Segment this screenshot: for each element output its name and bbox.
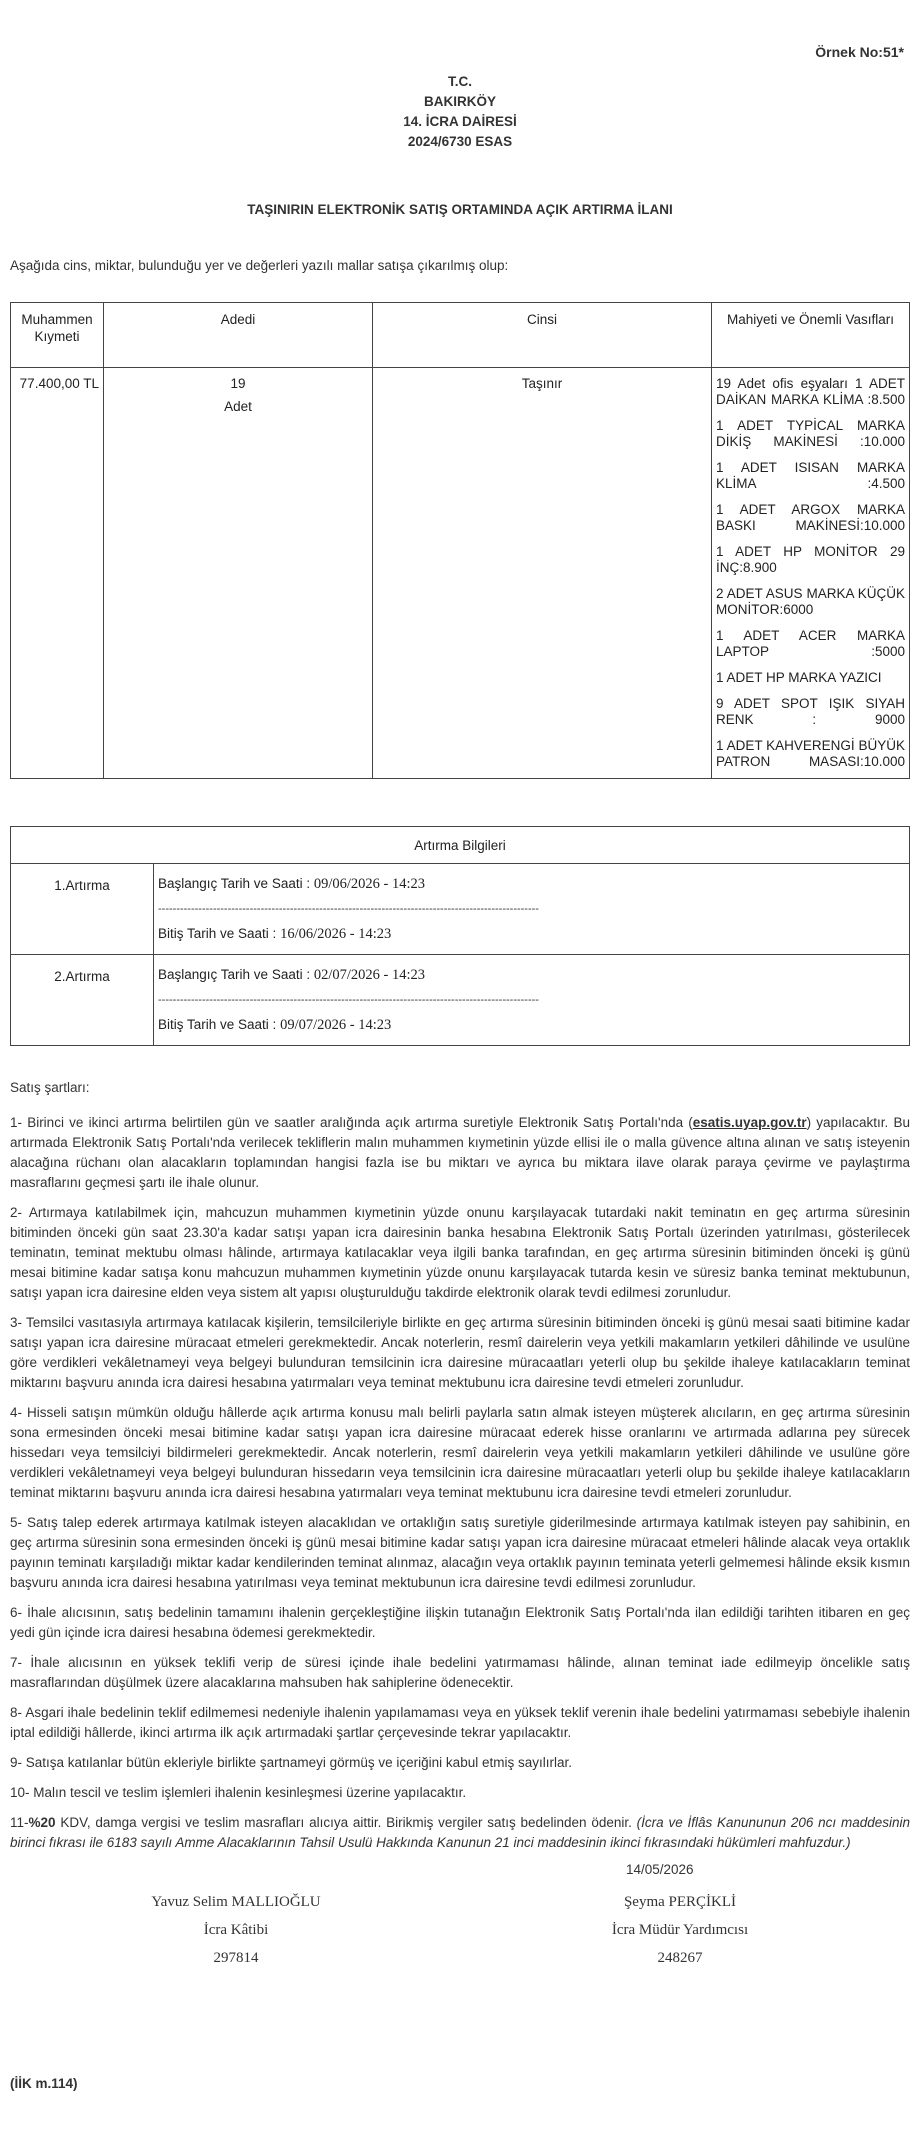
condition-text: KDV, damga vergisi ve teslim masrafları alıcıya aittir. Birikmiş vergiler satış bedelinden ödenir. [55, 1815, 637, 1830]
goods-value: 77.400,00 TL [11, 368, 104, 779]
esatis-link[interactable]: esatis.uyap.gov.tr [692, 1115, 807, 1130]
condition-11 [10, 1813, 910, 1853]
auction-round [11, 955, 910, 1046]
start-label: Başlangıç Tarih ve Saati : [158, 876, 311, 891]
signer-number: 248267 [657, 1950, 703, 1966]
header-line: T.C. [447, 74, 472, 89]
auction-round-info [154, 955, 910, 1046]
condition-7: 7- İhale alıcısının en yüksek teklifi verip de süresi içinde ihale bedelini yatırmaması hâlinde, alınan teminat iade edilmeyip öncelikle satış masraflarından düşülmek üzere alacaklarına mahsuben hak sahiplerine ödenecektir. [10, 1655, 910, 1690]
condition-prefix: 11- [10, 1815, 29, 1830]
header-value: Muhammen Kıymeti [11, 303, 104, 368]
table-row [11, 368, 910, 779]
goods-table-header-row [11, 303, 910, 368]
header-line: 2024/6730 ESAS [407, 134, 513, 149]
condition-3: 3- Temsilci vasıtasıyla artırmaya katılacak kişilerin, temsilcileriyle birlikte en geç artırma süresinin bitiminden önceki iş günü mesai saati bitimine kadar satışı yapan icra dairesine müracaat etmeleri gerekmektedir. Ancak noterlerin, resmî dairelerin veya yetkili makamların yetkileri dâhilinde ve usulüne göre verdikleri vekâletnameyi veya belgeyi bulunduran temsilcinin icra dairesine müracaatları yeterli olup bu şekilde ihaleye katılacakların teminat miktarını başvuru anında icra dairesi hesabına yatırmaları veya teminat mektubunu icra dairesine tevdi etmeleri zorunludur. [10, 1315, 910, 1390]
vat-rate: %20 [28, 1815, 56, 1830]
start-label: Başlangıç Tarih ve Saati : [158, 967, 311, 982]
conditions-heading: Satış şartları: [10, 1080, 90, 1095]
auction-end [158, 924, 905, 944]
description-item: 1 ADET HP MARKA YAZICI [716, 670, 882, 685]
document-date: 14/05/2026 [626, 1862, 694, 1877]
description-item: 1 ADET KAHVERENGİ BÜYÜK PATRON MASASI:10.000 [716, 738, 905, 769]
signature-block-clerk [106, 1888, 366, 1972]
auction-round [11, 864, 910, 955]
description-item: 2 ADET ASUS MARKA KÜÇÜK MONİTOR:6000 [716, 586, 905, 617]
sample-number: Örnek No:51* [815, 44, 904, 60]
header-line: BAKIRKÖY [423, 94, 496, 109]
description-item: 1 ADET ARGOX MARKA BASKI MAKİNESİ:10.000 [716, 502, 905, 533]
goods-unit: Adet [224, 399, 252, 414]
document-title: TAŞINIRIN ELEKTRONİK SATIŞ ORTAMINDA AÇIK ARTIRMA İLANI [247, 202, 673, 217]
condition-legal-note: (İcra ve İflâs Kanununun 206 ncı maddesinin birinci fıkrası ile 6183 sayılı Amme Alacaklarının Tahsil Usulü Hakkında Kanunun 21 inci maddesinin ikinci fıkrasındaki hükümleri mahfuzdur.) [10, 1815, 911, 1850]
legal-reference: (İİK m.114) [10, 2076, 78, 2091]
description-item: 9 ADET SPOT IŞIK SIYAH RENK : 9000 [716, 696, 905, 727]
separator: -------------------------------------------------------------------------------------------------------- [158, 903, 539, 915]
signature-block-assistant-director [550, 1888, 810, 1972]
condition-text: ) yapılacaktır. Bu artırmada Elektronik Satış Portalı'nda verilecek tekliflerin malın muhammen kıymetinin yüzde ellisi ile o malla güvence altına alınan ve satış isteyenin alacağına rüchanı olan alacakların toplamından hangisi fazla ise bu miktarı ve ayrıca bu miktara ilave olarak paraya çevirme ve paylaştırma masraflarını geçmesi şartı ile ihale olunur. [10, 1115, 910, 1190]
signer-name: Şeyma PERÇİKLİ [623, 1894, 737, 1910]
condition-1 [10, 1113, 910, 1193]
end-label: Bitiş Tarih ve Saati : [158, 926, 277, 941]
goods-count: 19 [230, 376, 246, 391]
signer-title: İcra Müdür Yardımcısı [611, 1922, 749, 1938]
signer-number: 297814 [213, 1950, 259, 1966]
description-item: 1 ADET TYPİCAL MARKA DİKİŞ MAKİNESİ :10.000 [716, 418, 905, 449]
header-line: 14. İCRA DAİRESİ [403, 114, 517, 129]
condition-10: 10- Malın tescil ve teslim işlemleri ihalenin kesinleşmesi üzerine yapılacaktır. [10, 1785, 467, 1800]
goods-table [10, 302, 910, 779]
auction-table [10, 826, 910, 1046]
signer-title: İcra Kâtibi [203, 1922, 269, 1938]
sale-conditions [10, 1078, 910, 1863]
header-description: Mahiyeti ve Önemli Vasıfları [712, 303, 910, 368]
document-header [0, 72, 920, 152]
description-item: 1 ADET ISISAN MARKA KLİMA :4.500 [716, 460, 905, 491]
goods-type: Taşınır [373, 368, 712, 779]
condition-text: 1- Birinci ve ikinci artırma belirtilen gün ve saatler aralığında açık artırma suretiyle Elektronik Satış Portalı'nda ( [10, 1115, 693, 1130]
start-value: 09/06/2026 - 14:23 [313, 876, 426, 892]
start-value: 02/07/2026 - 14:23 [313, 967, 426, 983]
condition-4: 4- Hisseli satışın mümkün olduğu hâllerde açık artırma konusu malı belirli paylarla satın almak isteyen müşterek alıcıların, en geç artırma süresinin sona ermesinden önceki mesai bitimine kadar satışı yapan icra dairesine müracaat ederek hisse oranlarını ve artırmada adlarına pey sürecek hissedarı veya temsilciyi bildirmeleri gerekmektedir. Ancak noterlerin, resmî dairelerin veya yetkili makamların yetkileri dâhilinde ve usulüne göre verdikleri vekâletnameyi veya belgeyi bulunduran hissedarın veya temsilcinin icra dairesine müracaatları yeterli olup bu şekilde ihaleye katılacakların teminat miktarını başvuru anında icra dairesi hesabına yatırmaları veya teminat mektubunu icra dairesine tevdi etmeleri zorunludur. [10, 1405, 910, 1500]
header-type: Cinsi [373, 303, 712, 368]
condition-6: 6- İhale alıcısının, satış bedelinin tamamını ihalenin gerçekleştiğine ilişkin tutanağın Elektronik Satış Portalı'nda ilan edildiği tarihten itibaren en geç yedi gün içinde icra dairesi hesabına ödemesi gerekmektedir. [10, 1605, 910, 1640]
auction-round-info [154, 864, 910, 955]
auction-title: Artırma Bilgileri [11, 827, 910, 864]
auction-round-label: 1.Artırma [11, 864, 154, 955]
condition-9: 9- Satışa katılanlar bütün ekleriyle birlikte şartnameyi görmüş ve içeriğini kabul etmiş sayılırlar. [10, 1755, 572, 1770]
description-item: 1 ADET ACER MARKA LAPTOP :5000 [716, 628, 905, 659]
auction-round-label: 2.Artırma [11, 955, 154, 1046]
description-item: 19 Adet ofis eşyaları 1 ADET DAİKAN MARKA KLİMA :8.500 [716, 376, 905, 407]
auction-start [158, 965, 905, 985]
signer-name: Yavuz Selim MALLIOĞLU [151, 1894, 321, 1910]
condition-8: 8- Asgari ihale bedelinin teklif edilmemesi nedeniyle ihalenin yapılamaması veya en yüksek teklif verenin ihale bedelini yatırmaması sebebiyle ihalenin iptal edildiği hâllerde, ikinci artırma ilk açık artırmadaki şartlar çerçevesinde tekrar yapılacaktır. [10, 1705, 910, 1740]
end-value: 09/07/2026 - 14:23 [280, 1017, 392, 1033]
auction-end [158, 1015, 905, 1035]
goods-description-cell [712, 368, 910, 779]
end-label: Bitiş Tarih ve Saati : [158, 1017, 277, 1032]
goods-count-cell [104, 368, 373, 779]
description-item: 1 ADET HP MONİTOR 29 İNÇ:8.900 [716, 544, 905, 575]
end-value: 16/06/2026 - 14:23 [280, 926, 392, 942]
intro-text: Aşağıda cins, miktar, bulunduğu yer ve değerleri yazılı mallar satışa çıkarılmış olup: [10, 258, 509, 273]
condition-5: 5- Satış talep ederek artırmaya katılmak isteyen alacaklıdan ve ortaklığın satış suretiyle giderilmesinde artırmaya katılmak isteyen pay sahibinin, en geç artırma süresinin sona ermesinden önceki iş günü mesai bitimine kadar satışı yapan icra dairesine müracaat etmeleri hâlinde alacak veya ortaklık payının teminatı karşıladığı miktar kadar kendilerinden teminat alınmaz, alacağın veya ortaklık payının teminata yeterli gelmemesi hâlinde eksik kısmın başvuru anında icra dairesi hesabına yatırılması veya teminat mektubunun icra dairesine tevdi edilmesi zorunludur. [10, 1515, 910, 1590]
header-count: Adedi [104, 303, 373, 368]
auction-start [158, 874, 905, 894]
condition-2: 2- Artırmaya katılabilmek için, mahcuzun muhammen kıymetinin yüzde onunu karşılayacak tutardaki nakit teminatın en geç artırma süresinin bitiminden önceki gün saat 23.30'a kadar satışı yapan icra dairesinin banka hesabına Elektronik Satış Portalı üzerinden yatırılması, gösterilecek teminatın, teminat mektubu olması hâlinde, artırmaya katılacaklar veya ilgili banka tarafından, en geç artırma süresinin bitiminden önceki iş günü mesai bitimine kadar satışa konu mahcuzun muhammen kıymetinin yüzde onunu karşılayacak tutarda kesin ve süresiz banka teminat mektubunun, satışı yapan icra dairesine elden veya sistem alt yapısı oluşturulduğu takdirde elektronik olarak tevdi edilmesi zorunludur. [10, 1205, 910, 1300]
separator: -------------------------------------------------------------------------------------------------------- [158, 994, 539, 1006]
